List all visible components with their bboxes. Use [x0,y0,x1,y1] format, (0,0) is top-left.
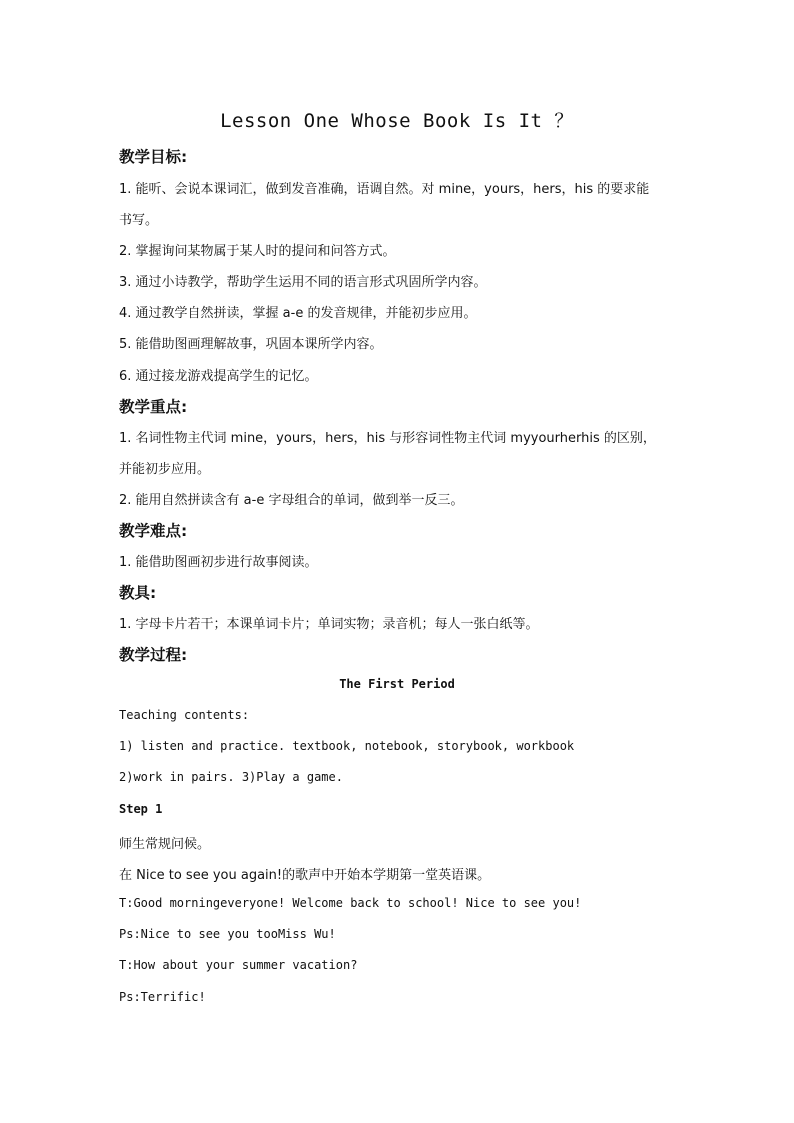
dialogue-line: Ps:Nice to see you tooMiss Wu! [119,927,336,941]
objectives-heading: 教学目标: [119,148,188,166]
step-label: Step 1 [119,802,163,816]
objective-line: 6. 通过接龙游戏提高学生的记忆。 [119,369,318,384]
objective-line: 书写。 [119,213,159,228]
dialogue-line: T:Good morningeveryone! Welcome back to school! Nice to see you! [119,896,582,910]
objective-line: 2. 掌握询问某物属于某人时的提问和问答方式。 [119,244,396,259]
objective-line: 5. 能借助图画理解故事，巩固本课所学内容。 [119,337,383,352]
teaching-contents-label: Teaching contents: [119,708,250,722]
teaching-content-line: 1) listen and practice. textbook, notebook, storybook, workbook [119,739,575,753]
step-line: 在 Nice to see you again!的歌声中开始本学期第一堂英语课。 [119,868,491,883]
key-point-line: 1. 名词性物主代词 mine，yours，hers，his 与形容词性物主代词 myyourherhis 的区别， [119,431,656,446]
key-point-line: 并能初步应用。 [119,462,211,477]
process-heading: 教学过程: [119,646,188,664]
step-line: 师生常规问候。 [119,837,211,852]
key-point-line: 2. 能用自然拼读含有 a-e 字母组合的单词，做到举一反三。 [119,493,464,508]
objective-line: 3. 通过小诗教学，帮助学生运用不同的语言形式巩固所学内容。 [119,275,487,290]
objective-line: 1. 能听、会说本课词汇，做到发音准确，语调自然。对 mine，yours，hers，his 的要求能 [119,182,650,197]
period-title: The First Period [339,677,455,691]
difficulty-line: 1. 能借助图画初步进行故事阅读。 [119,555,318,570]
objective-line: 4. 通过教学自然拼读，掌握 a-e 的发音规律，并能初步应用。 [119,306,477,321]
dialogue-line: T:How about your summer vacation? [119,958,358,972]
teaching-content-line: 2)work in pairs. 3)Play a game. [119,770,343,784]
key-points-heading: 教学重点: [119,398,188,416]
difficulties-heading: 教学难点: [119,522,188,540]
aids-line: 1. 字母卡片若干；本课单词卡片；单词实物；录音机；每人一张白纸等。 [119,617,539,632]
aids-heading: 教具: [119,584,157,602]
document-title: Lesson One Whose Book Is It ？ [220,110,574,132]
dialogue-line: Ps:Terrific! [119,990,206,1004]
